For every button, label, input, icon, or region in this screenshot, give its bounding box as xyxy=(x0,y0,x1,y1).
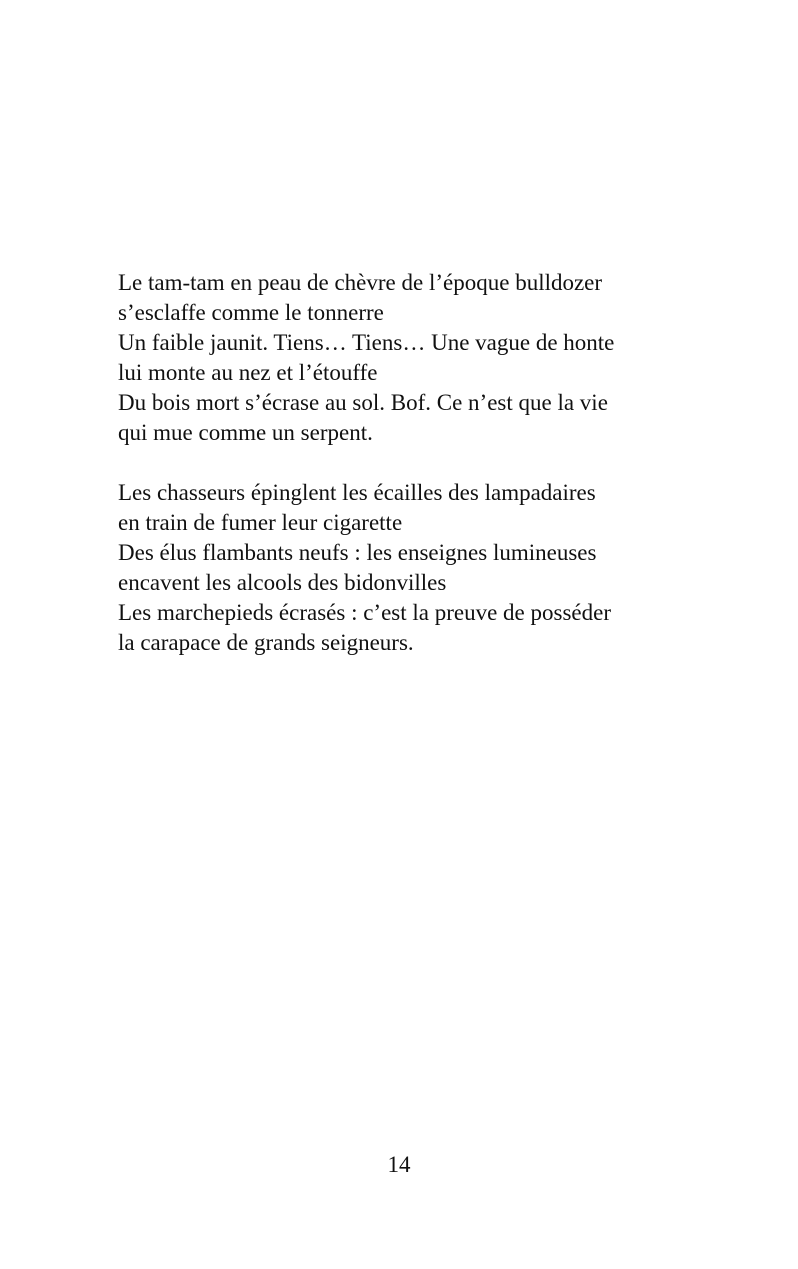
poem-body xyxy=(118,268,758,658)
poem-line: Le tam-tam en peau de chèvre de l’époque bulldozer xyxy=(118,270,603,295)
poem-line: Les chasseurs épinglent les écailles des lampadaires xyxy=(118,480,596,505)
poem-line: lui monte au nez et l’étouffe xyxy=(118,360,378,385)
poem-line: encavent les alcools des bidonvilles xyxy=(118,570,447,595)
poem-line: s’esclaffe comme le tonnerre xyxy=(118,300,384,325)
stanza-1 xyxy=(118,268,758,448)
poem-line: la carapace de grands seigneurs. xyxy=(118,630,414,655)
stanza-2 xyxy=(118,478,758,658)
poem-line: Les marchepieds écrasés : c’est la preuve de posséder xyxy=(118,600,611,625)
page-number: 14 xyxy=(387,1152,411,1177)
poem-line: Du bois mort s’écrase au sol. Bof. Ce n’est que la vie xyxy=(118,390,608,415)
poem-line: qui mue comme un serpent. xyxy=(118,420,373,445)
poem-line: Des élus flambants neufs : les enseignes lumineuses xyxy=(118,540,597,565)
poem-line: Un faible jaunit. Tiens… Tiens… Une vague de honte xyxy=(118,330,615,355)
poem-line: en train de fumer leur cigarette xyxy=(118,510,403,535)
